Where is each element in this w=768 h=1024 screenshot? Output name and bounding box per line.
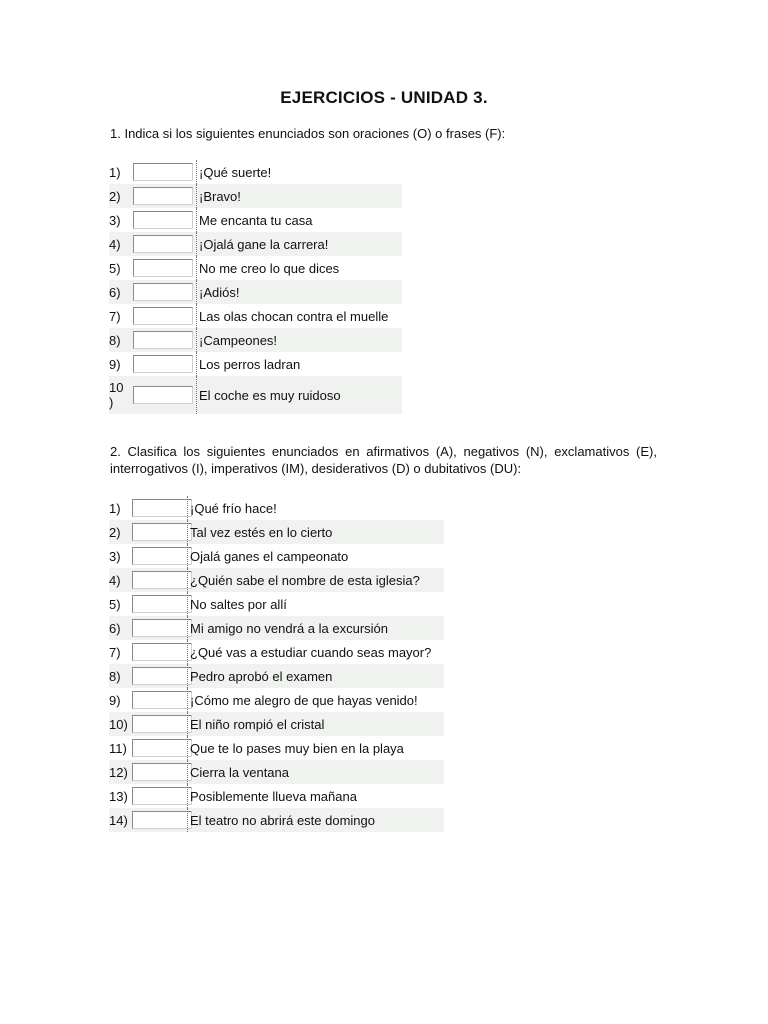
list-item: [109, 568, 444, 592]
item-number: 5): [109, 260, 121, 276]
answer-input[interactable]: [132, 691, 192, 709]
item-number: 14): [109, 812, 128, 828]
exercise2-list: [109, 496, 444, 832]
answer-input[interactable]: [132, 523, 192, 541]
page-title: EJERCICIOS - UNIDAD 3.: [280, 88, 488, 107]
answer-input[interactable]: [133, 331, 193, 349]
answer-input[interactable]: [132, 811, 192, 829]
item-text: ¡Adiós!: [199, 284, 240, 300]
list-item: [109, 664, 444, 688]
item-number: 2): [109, 188, 121, 204]
item-text: Pedro aprobó el examen: [190, 668, 333, 684]
item-number: 4): [109, 236, 121, 252]
answer-input[interactable]: [133, 163, 193, 181]
item-number: 4): [109, 572, 121, 588]
answer-input[interactable]: [132, 643, 192, 661]
item-text: ¡Cómo me alegro de que hayas venido!: [190, 692, 418, 708]
answer-input[interactable]: [133, 235, 193, 253]
item-text: ¡Qué frío hace!: [190, 500, 277, 516]
list-item: [109, 184, 402, 208]
answer-input[interactable]: [132, 667, 192, 685]
item-number: 2): [109, 524, 121, 540]
item-text: El teatro no abrirá este domingo: [190, 812, 375, 828]
list-item: [109, 280, 402, 304]
list-item: [109, 160, 402, 184]
answer-input[interactable]: [132, 619, 192, 637]
answer-input[interactable]: [133, 283, 193, 301]
list-item: [109, 736, 444, 760]
exercise1-instruction: 1. Indica si los siguientes enunciados son oraciones (O) o frases (F):: [110, 126, 506, 141]
answer-input[interactable]: [133, 386, 193, 404]
list-item: [109, 760, 444, 784]
answer-input[interactable]: [132, 595, 192, 613]
list-item: [109, 640, 444, 664]
item-text: ¡Bravo!: [199, 188, 241, 204]
item-number: 3): [109, 548, 121, 564]
item-text: No me creo lo que dices: [199, 260, 340, 276]
answer-input[interactable]: [133, 211, 193, 229]
list-item: [109, 208, 402, 232]
list-item: [109, 784, 444, 808]
item-number: 13): [109, 788, 128, 804]
item-text: ¡Ojalá gane la carrera!: [199, 236, 329, 252]
item-number: 9): [109, 356, 121, 372]
list-item: [109, 592, 444, 616]
item-number: 12): [109, 764, 128, 780]
item-number: 1): [109, 500, 121, 516]
item-number: 5): [109, 596, 121, 612]
answer-input[interactable]: [132, 547, 192, 565]
item-text: ¿Quién sabe el nombre de esta iglesia?: [190, 572, 420, 588]
item-text: ¿Qué vas a estudiar cuando seas mayor?: [190, 644, 432, 660]
list-item: [109, 232, 402, 256]
list-item: [109, 520, 444, 544]
item-text: Cierra la ventana: [190, 764, 289, 780]
exercise1-list: [109, 160, 402, 414]
list-item: [109, 544, 444, 568]
item-text: Tal vez estés en lo cierto: [190, 524, 333, 540]
answer-input[interactable]: [132, 571, 192, 589]
item-text: Mi amigo no vendrá a la excursión: [190, 620, 388, 636]
item-number: 7): [109, 644, 121, 660]
item-number: 6): [109, 620, 121, 636]
answer-input[interactable]: [133, 307, 193, 325]
item-text: Posiblemente llueva mañana: [190, 788, 357, 804]
item-text: El niño rompió el cristal: [190, 716, 325, 732]
list-item: [109, 808, 444, 832]
list-item: [109, 496, 444, 520]
answer-input[interactable]: [132, 499, 192, 517]
item-text: El coche es muy ruidoso: [199, 387, 341, 403]
item-text: ¡Campeones!: [199, 332, 278, 348]
item-text: Me encanta tu casa: [199, 212, 313, 228]
list-item: [109, 712, 444, 736]
item-text: Ojalá ganes el campeonato: [190, 548, 349, 564]
item-number: 9): [109, 692, 121, 708]
answer-input[interactable]: [132, 787, 192, 805]
list-item: [109, 352, 402, 376]
answer-input[interactable]: [132, 715, 192, 733]
item-number: 3): [109, 212, 121, 228]
item-text: No saltes por allí: [190, 596, 287, 612]
item-text: Que te lo pases muy bien en la playa: [190, 740, 404, 756]
answer-input[interactable]: [133, 259, 193, 277]
item-number: 1): [109, 164, 121, 180]
list-item: [109, 304, 402, 328]
answer-input[interactable]: [133, 187, 193, 205]
list-item: [109, 688, 444, 712]
item-number: 10): [109, 716, 128, 732]
answer-input[interactable]: [132, 763, 192, 781]
item-number: 8): [109, 668, 121, 684]
item-number: 11): [109, 740, 127, 756]
answer-input[interactable]: [133, 355, 193, 373]
answer-input[interactable]: [132, 739, 192, 757]
list-item: [109, 256, 402, 280]
item-text: Los perros ladran: [199, 356, 301, 372]
item-number: 10 ): [109, 380, 124, 410]
list-item: [109, 376, 402, 414]
item-text: ¡Qué suerte!: [199, 164, 272, 180]
item-number: 7): [109, 308, 121, 324]
item-number: 6): [109, 284, 121, 300]
item-number: 8): [109, 332, 121, 348]
exercise2-instruction: 2. Clasifica los siguientes enunciados en afirmativos (A), negativos (N), exclamativos (E), interrogativos (I), imperativos (IM), desiderativos (D) o dubitativos (DU):: [110, 444, 657, 476]
list-item: [109, 328, 402, 352]
item-text: Las olas chocan contra el muelle: [199, 308, 389, 324]
list-item: [109, 616, 444, 640]
